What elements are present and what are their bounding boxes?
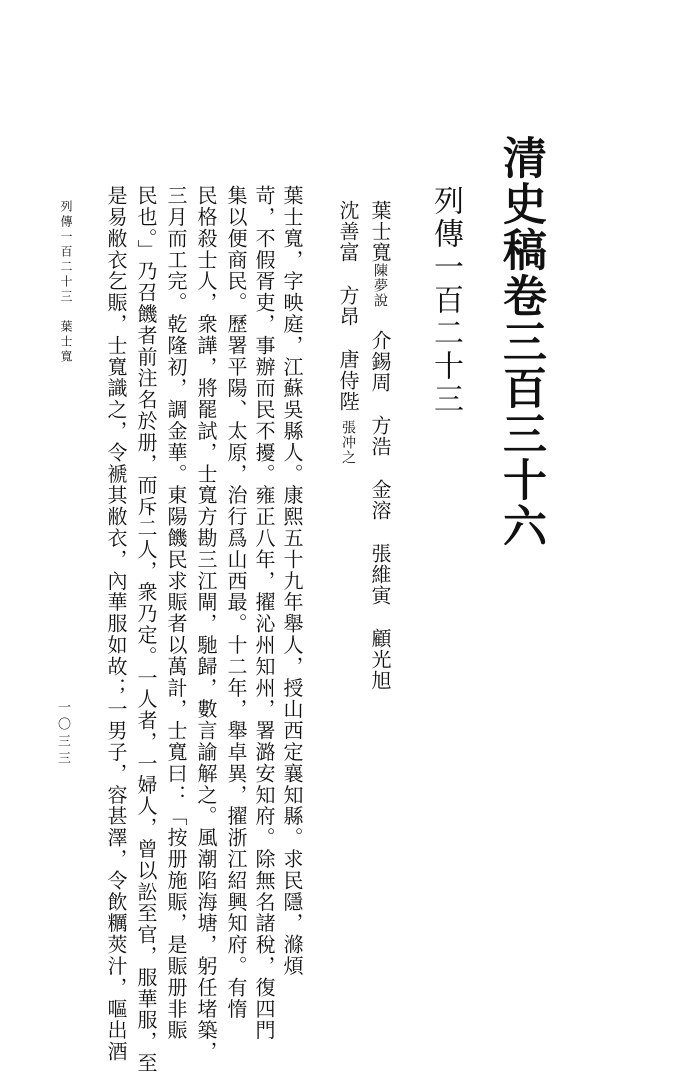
name-shen-shanfu: 沈善富 [336, 200, 360, 263]
running-footer: 列傳一百二十三 葉士寬 [59, 200, 73, 365]
body-text-column: 民格殺士人，衆譁，將罷試，士寬方勘三江閘，馳歸，數言諭解之。風潮陷海塘，躬任堵築， [194, 185, 218, 1063]
body-text-column: 集以便商民。歷署平陽、太原，治行爲山西最。十二年，舉卓異，擢浙江紹興知府。有惰 [224, 185, 248, 1020]
name-jie-xizhou: 介錫周 [368, 330, 392, 393]
name-chen-mengshuo: 陳夢說 [372, 263, 388, 308]
name-gu-guangxu: 顧光旭 [368, 628, 392, 691]
name-jin-rong: 金溶 [368, 479, 392, 521]
biography-names-column-1 [370, 200, 390, 691]
page-title: 清史稿卷三百三十六 [495, 135, 546, 549]
name-fang-ang: 方昂 [336, 285, 360, 327]
body-text-column: 苛，不假胥吏，事辦而民不擾。雍正八年，擢沁州知州，署潞安知府。除無名諸稅，復四門 [252, 185, 276, 1041]
chapter-heading: 列傳一百二十三 [428, 185, 463, 416]
body-text-column: 是易敝衣乞賑，士寬識之，令褫其敝衣，內華服如故；一男子，容甚澤，令飲糲莢汁，嘔出酒 [104, 185, 128, 1063]
body-text-column: 民也。」乃召饑者前注名於册，而斥二人，衆乃定。一人者，一婦人，曾以訟至官，服華服，至 [134, 185, 158, 1074]
name-zhang-chongzhi: 張冲之 [340, 420, 356, 465]
body-text-column: 葉士寬，字映庭，江蘇吳縣人。康熙五十九年舉人，授山西定襄知縣。求民隱，滌煩 [280, 185, 304, 977]
name-zhang-weiyin: 張維寅 [368, 543, 392, 606]
name-fang-hao: 方浩 [368, 415, 392, 457]
body-text-column: 三月而工完。乾隆初，調金華。東陽饑民求賑者以萬計，士寬曰：「按册施賑，是賑册非賑 [164, 185, 188, 1041]
name-ye-shikuan: 葉士寬 [368, 200, 392, 263]
biography-names-column-2 [338, 200, 358, 465]
name-tang-shibi: 唐侍陛 [336, 349, 360, 412]
page-number: 一〇三三 [55, 700, 70, 768]
